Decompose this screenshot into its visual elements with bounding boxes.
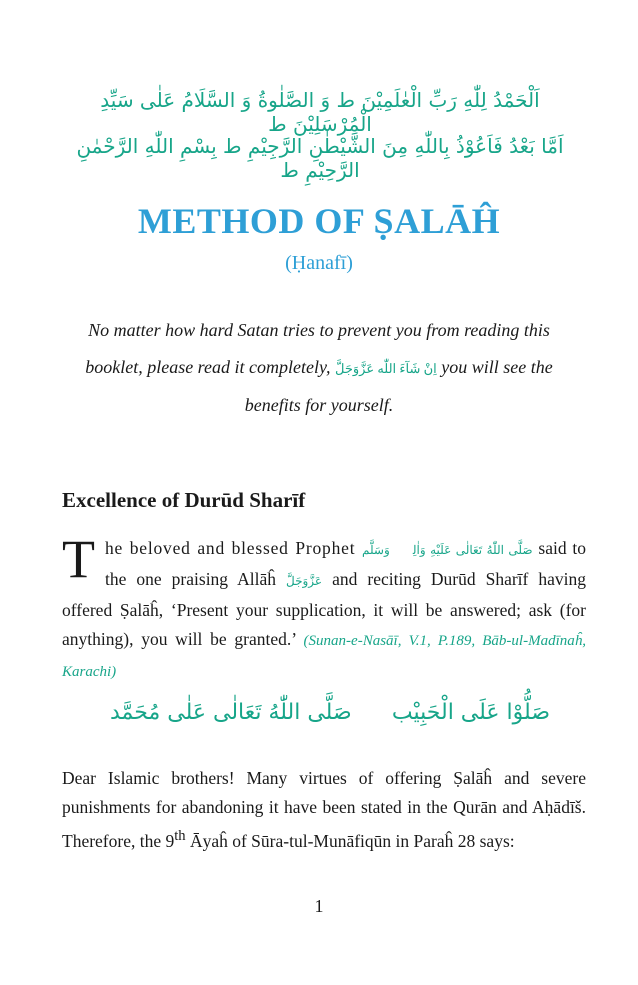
opening-dua-line-2: اَمَّا بَعْدُ فَاَعُوْذُ بِاللّٰهِ مِنَ الشَّیْطٰنِ الرَّجِیْمِ ط بِسْمِ اللّٰهِ الرَّحْمٰنِ الرَّحِیْمِ ط <box>76 134 564 182</box>
opening-dua-line-1: اَلْحَمْدُ لِلّٰهِ رَبِّ الْعٰلَمِیْنَ ط وَ الصَّلٰوةُ وَ السَّلَامُ عَلٰی سَیِّدِ الْمُرْسَلِیْنَ ط <box>100 88 540 136</box>
paragraph-text-1: Dear Islamic brothers! Many virtues of offering Ṣalāĥ and severe punishments for abandoning it have been stated in the Qurān and Aḥādīš. Therefore, the 9 <box>62 768 586 851</box>
durood-left: صَلَّى اللّٰهُ تَعَالٰى عَلٰى مُحَمَّد <box>110 700 352 725</box>
durood-right: صَلُّوْا عَلَى الْحَبِیْب <box>391 700 550 725</box>
drop-cap: T <box>62 529 95 589</box>
azza-wa-jal-arabic: عَزَّوَجَلَّ <box>286 574 323 588</box>
body-paragraph <box>62 764 586 856</box>
notice-text-2: you will see the benefits for yourself. <box>244 357 553 415</box>
superscript-th: th <box>174 828 186 844</box>
notice-text-1: No matter how hard Satan tries to prevent you from reading this booklet, please read it completely, <box>85 320 550 377</box>
notice-arabic-phrase: اِنْ شَآءَ اللّٰه عَزَّوَجَلَّ <box>334 361 437 376</box>
paragraph-text-2: Āyaĥ of Sūra-tul-Munāfiqūn in Paraĥ 28 says: <box>185 830 515 851</box>
page-title: METHOD OF ṢALĀĤ <box>137 201 501 241</box>
hadith-text-3: and reciting Durūd Sharīf having offered Ṣalāĥ, ‘Present your supplication, it will be answered; ask (for anything), you will be granted.’ <box>62 569 586 649</box>
hadith-text-1: he beloved and blessed Prophet <box>105 538 362 558</box>
durood-line <box>110 700 550 725</box>
page-subtitle: (Ḥanafī) <box>285 252 353 274</box>
section-heading: Excellence of Durūd Sharīf <box>62 488 306 512</box>
page-number: 1 <box>314 896 324 916</box>
reading-notice <box>62 312 576 424</box>
hadith-reference: (Sunan-e-Nasāī, V.1, P.189, Bāb-ul-Madīnaĥ, Karachi) <box>62 633 586 680</box>
salutation-arabic: صَلَّى اللّٰهُ تَعَالٰى عَلَيْهِ وَاٰلِهٖ وَسَلَّم <box>361 543 533 557</box>
hadith-paragraph <box>62 529 586 687</box>
hadith-text-2: said to the one praising Allāĥ <box>105 538 586 589</box>
